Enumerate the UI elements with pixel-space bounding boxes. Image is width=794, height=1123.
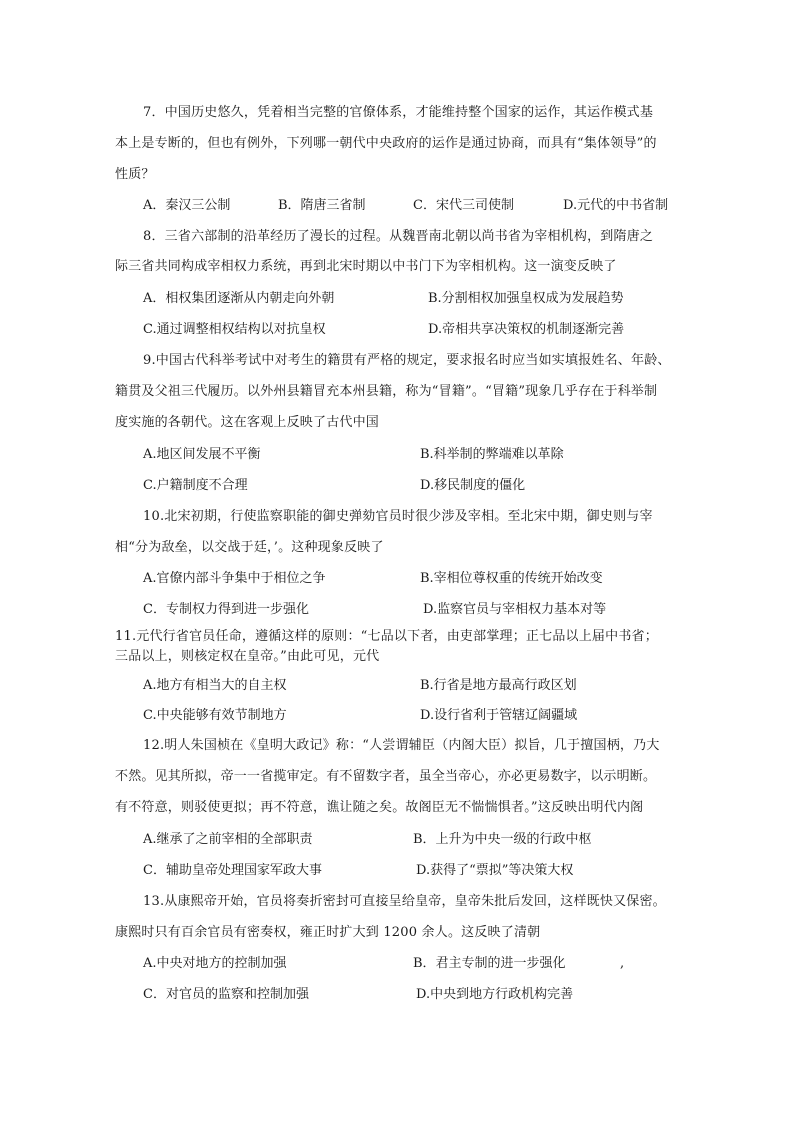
q8-option-b: B.分割相权加强皇权成为发展趋势 bbox=[428, 291, 624, 306]
q7-option-a: A．秦汉三公制 bbox=[143, 198, 231, 213]
q11-line-1: 11.元代行省官员任命，遵循这样的原则：“七品以下者，由吏部掌理；正七品以上届中书省； bbox=[115, 629, 658, 644]
q13-stray-mark: , bbox=[620, 956, 625, 971]
q13-line-2: 康熙时只有百余官员有密奏权，雍正时扩大到 1200 余人。这反映了清朝 bbox=[115, 925, 541, 940]
q9-line-2: 籍贯及父祖三代履历。以外州县籍冒充本州县籍，称为“冒籍”。“冒籍”现象几乎存在于科举制 bbox=[115, 384, 658, 399]
q9-option-d: D.移民制度的僵化 bbox=[420, 478, 526, 493]
q8-option-d: D.帝相共享决策权的机制逐渐完善 bbox=[428, 322, 625, 337]
q10-option-b: B.宰相位尊权重的传统开始改变 bbox=[420, 571, 603, 586]
q11-option-c: C.中央能够有效节制地方 bbox=[143, 708, 287, 723]
q7-option-c: C．宋代三司使制 bbox=[413, 198, 514, 213]
q7-line-3: 性质？ bbox=[115, 167, 155, 182]
q7-line-1: 7．中国历史悠久，凭着相当完整的官僚体系，才能维持整个国家的运作，其运作模式基 bbox=[143, 105, 654, 120]
q8-line-1: 8．三省六部制的沿革经历了漫长的过程。从魏晋南北朝以尚书省为宰相机构，到隋唐之 bbox=[143, 229, 654, 244]
q13-option-b: B．君主专制的进一步强化 bbox=[413, 956, 566, 971]
q8-option-a: A．相权集团逐渐从内朝走向外朝 bbox=[143, 291, 335, 306]
q8-line-2: 际三省共同构成宰相权力系统，再到北宋时期以中书门下为宰相机构。这一演变反映了 bbox=[115, 259, 617, 274]
q7-option-b: B．隋唐三省制 bbox=[278, 198, 366, 213]
q12-line-3: 有不符意，则驳使更拟；再不符意，谯让随之矣。故阁臣无不惴惴惧者。”这反映出明代内阁 bbox=[115, 800, 644, 815]
q11-option-b: B.行省是地方最高行政区划 bbox=[420, 678, 577, 693]
q7-line-2: 本上是专断的，但也有例外，下列哪一朝代中央政府的运作是通过协商，而具有“集体领导”的 bbox=[115, 136, 657, 151]
q9-line-1: 9.中国古代科举考试中对考生的籍贯有严格的规定，要求报名时应当如实填报姓名、年龄、 bbox=[143, 353, 671, 368]
q12-option-a: A.继承了之前宰相的全部职责 bbox=[143, 832, 313, 847]
q11-option-d: D.设行省利于管辖辽阔疆域 bbox=[420, 708, 578, 723]
q12-option-d: D.获得了“票拟”等决策大权 bbox=[416, 863, 574, 878]
q7-option-d: D.元代的中书省制 bbox=[563, 198, 669, 213]
q10-line-2: 相“分为敌垒，以交战于廷，’。这种现象反映了 bbox=[115, 540, 384, 555]
q8-option-c: C.通过调整相权结构以对抗皇权 bbox=[143, 322, 326, 337]
q13-option-a: A.中央对地方的控制加强 bbox=[143, 956, 287, 971]
q12-line-1: 12.明人朱国桢在《皇明大政记》称：“人尝谓辅臣（内阁大臣）拟旨，几于擅国柄，乃大 bbox=[143, 738, 660, 753]
q13-option-d: D.中央到地方行政机构完善 bbox=[416, 987, 574, 1002]
q13-option-c: C．对官员的监察和控制加强 bbox=[143, 987, 309, 1002]
q9-line-3: 度实施的各朝代。这在客观上反映了古代中国 bbox=[115, 415, 380, 430]
q11-option-a: A.地方有相当大的自主权 bbox=[143, 678, 287, 693]
q9-option-c: C.户籍制度不合理 bbox=[143, 478, 248, 493]
q10-option-c: C．专制权力得到进一步强化 bbox=[143, 602, 309, 617]
q12-option-c: C．辅助皇帝处理国家军政大事 bbox=[143, 863, 322, 878]
q10-option-d: D.监察官员与宰相权力基本对等 bbox=[423, 602, 607, 617]
q12-option-b: B．上升为中央一级的行政中枢 bbox=[413, 832, 592, 847]
q9-option-b: B.科举制的弊端难以革除 bbox=[420, 447, 564, 462]
q9-option-a: A.地区间发展不平衡 bbox=[143, 447, 261, 462]
q10-option-a: A.官僚内部斗争集中于相位之争 bbox=[143, 571, 326, 586]
q13-line-1: 13.从康熙帝开始，官员将奏折密封可直接呈给皇帝，皇帝朱批后发回，这样既快又保密。 bbox=[143, 894, 666, 909]
q12-line-2: 不然。见其所拟，帝一一省揽审定。有不留数字者，虽全当帝心，亦必更易数字，以示明断。 bbox=[115, 769, 657, 784]
q10-line-1: 10.北宋初期，行使监察职能的御史弹劾官员时很少涉及宰相。至北宋中期，御史则与宰 bbox=[143, 509, 653, 524]
q11-line-2: 三品以上，则核定权在皇帝。”由此可见，元代 bbox=[115, 649, 380, 664]
